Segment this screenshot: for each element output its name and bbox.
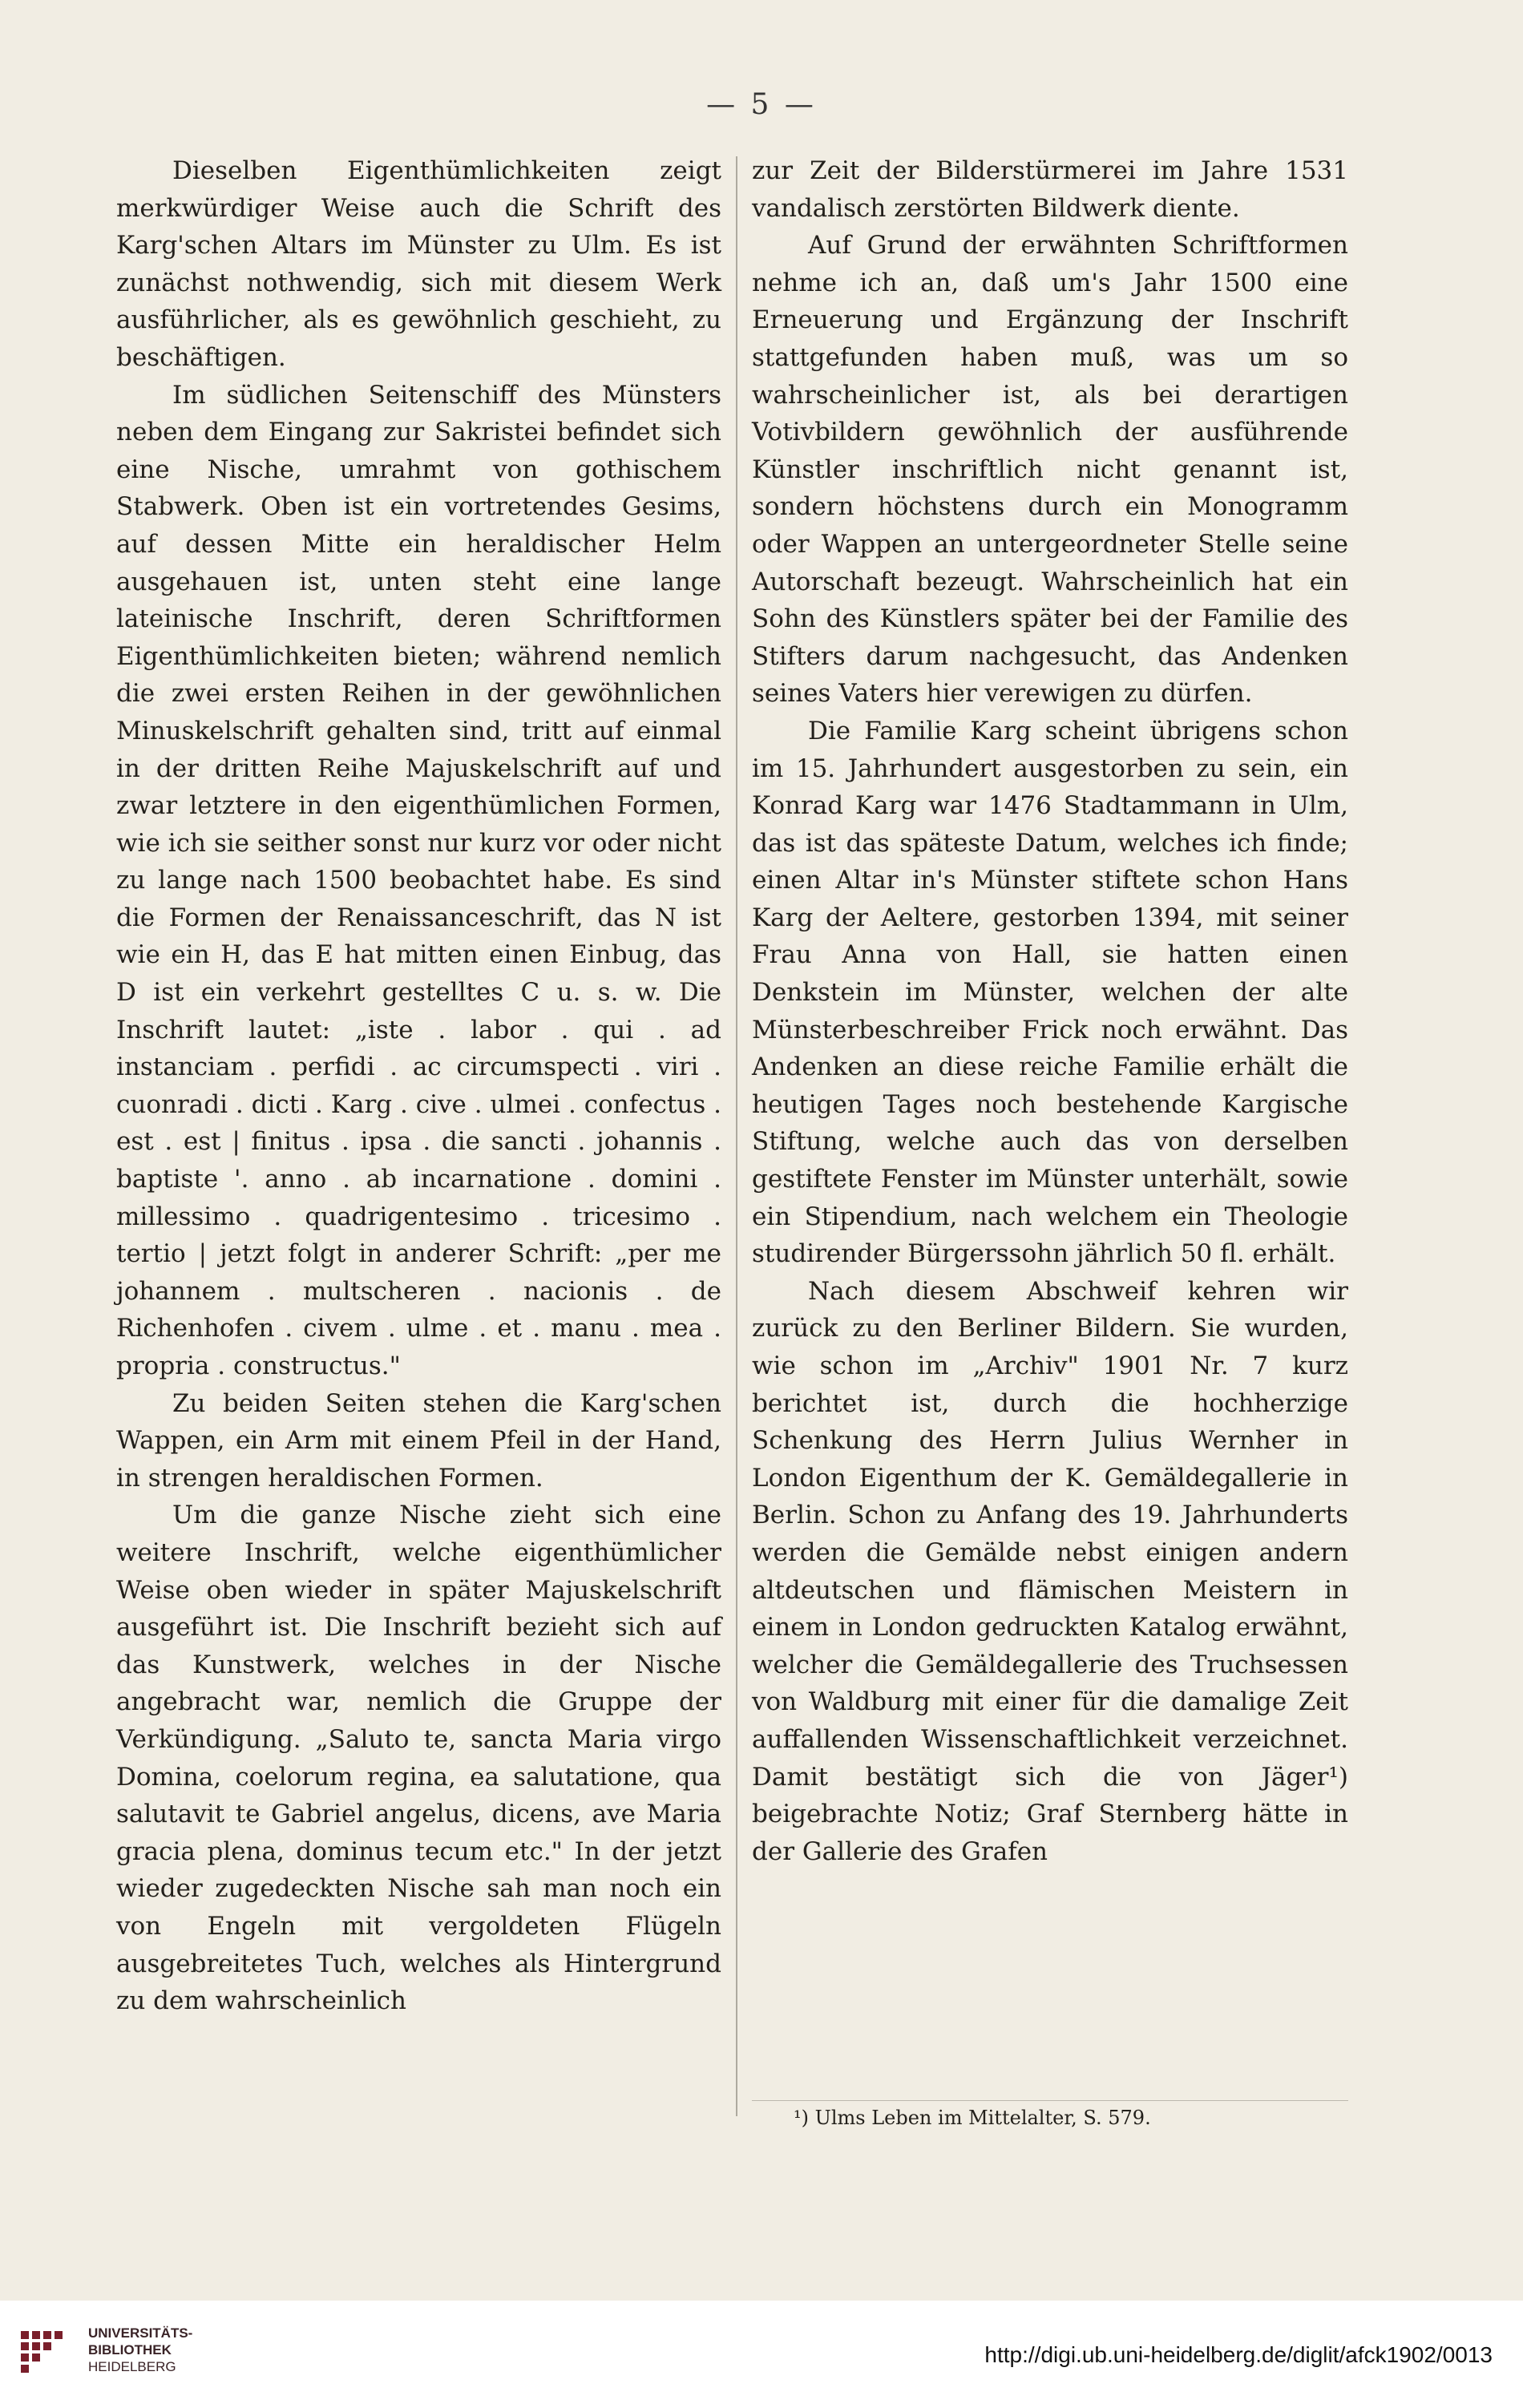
source-url-link[interactable]: http://digi.ub.uni-heidelberg.de/diglit/afck1902/0013: [984, 2342, 1493, 2367]
left-text-column: [116, 152, 721, 2020]
paragraph: Zu beiden Seiten stehen die Karg'schen Wappen, ein Arm mit einem Pfeil in der Hand, in strengen heraldischen Formen.: [116, 1388, 721, 1493]
paragraph: Die Familie Karg scheint übrigens schon im 15. Jahrhundert ausgestorben zu sein, ein Konrad Karg war 1476 Stadtammann in Ulm, das ist das späteste Datum, welches ich finde; einen Altar in's Münster stiftete schon Hans Karg der Aeltere, gestorben 1394, mit seiner Frau Anna von Hall, sie hatten einen Denkstein im Münster, welchen der alte Münsterbeschreiber Frick noch erwähnt. Das Andenken an diese reiche Familie erhält die heutigen Tages noch bestehende Kargische Stiftung, welche auch das von derselben gestiftete Fenster im Münster unterhält, sowie ein Stipendium, nach welchem ein Theologie studirender Bürgerssohn jährlich 50 fl. erhält.: [752, 716, 1348, 1269]
paragraph: zur Zeit der Bilderstürmerei im Jahre 1531 vandalisch zerstörten Bildwerk diente.: [752, 156, 1348, 223]
column-divider: [736, 156, 737, 2116]
paragraph: Im südlichen Seitenschiff des Münsters neben dem Eingang zur Sakristei befindet sich eine Nische, umrahmt von gothischem Stabwerk. Oben ist ein vortretendes Gesims, auf dessen Mitte ein heraldischer Helm ausgehauen ist, unten steht eine lange lateinische Inschrift, deren Schriftformen Eigenthümlichkeiten bieten; während nemlich die zwei ersten Reihen in der gewöhnlichen Minuskelschrift gehalten sind, tritt auf einmal in der dritten Reihe Majuskelschrift auf und zwar letztere in den eigenthümlichen Formen, wie ich sie seither sonst nur kurz vor oder nicht zu lange nach 1500 beobachtet habe. Es sind die Formen der Renaissanceschrift, das N ist wie ein H, das E hat mitten einen Einbug, das D ist ein verkehrt gestelltes C u. s. w. Die Inschrift lautet: „iste . labor . qui . ad instanciam . perfidi . ac circumspecti . viri . cuonradi . dicti . Karg . cive . ulmei . confectus . est . est | finitus . ipsa . die sancti . johannis . baptiste '. anno . ab incarnatione . domini . millessimo . quadrigentesimo . tricesimo . tertio | jetzt folgt in anderer Schrift: „per me johannem . multscheren . nacionis . de Richenhofen . civem . ulme . et . manu . mea . propria . constructus.": [116, 380, 721, 1380]
page-number: — 5 —: [706, 88, 817, 121]
library-logo-text: UNIVERSITÄTS- BIBLIOTHEK HEIDELBERG: [88, 2325, 193, 2374]
library-logo-icon: [18, 2326, 74, 2382]
paragraph: Um die ganze Nische zieht sich eine weitere Inschrift, welche eigenthümlicher Weise oben wieder in später Majuskelschrift ausgeführt ist. Die Inschrift bezieht sich auf das Kunstwerk, welches in der Nische angebracht war, nemlich die Gruppe der Verkündigung. „Saluto te, sancta Maria virgo Domina, coelorum regina, ea salutatione, qua salutavit te Gabriel angelus, dicens, ave Maria gracia plena, dominus tecum etc." In der jetzt wieder zugedeckten Nische sah man noch ein von Engeln mit vergoldeten Flügeln ausgebreitetes Tuch, welches als Hintergrund zu dem wahrscheinlich: [116, 1501, 721, 2016]
footnote-rule: [752, 2100, 1348, 2101]
paragraph: Auf Grund der erwähnten Schriftformen nehme ich an, daß um's Jahr 1500 eine Erneuerung und Ergänzung der Inschrift stattgefunden haben muß, was um so wahrscheinlicher ist, als bei derartigen Votivbildern gewöhnlich der ausführende Künstler inschriftlich nicht genannt ist, sondern höchstens durch ein Monogramm oder Wappen an untergeordneter Stelle seine Autorschaft bezeugt. Wahrscheinlich hat ein Sohn des Künstlers später bei der Familie des Stifters darum nachgesucht, das Andenken seines Vaters hier verewigen zu dürfen.: [752, 231, 1348, 709]
footnote: ¹) Ulms Leben im Mittelalter, S. 579.: [794, 2107, 1151, 2129]
footer-bar: [0, 2301, 1523, 2408]
paragraph: Dieselben Eigenthümlichkeiten zeigt merkwürdiger Weise auch die Schrift des Karg'schen Altars im Münster zu Ulm. Es ist zunächst nothwendig, sich mit diesem Werk ausführlicher, als es gewöhnlich geschieht, zu beschäftigen.: [116, 156, 721, 372]
right-text-column: [752, 152, 1348, 1870]
paragraph: Nach diesem Abschweif kehren wir zurück zu den Berliner Bildern. Sie wurden, wie schon im „Archiv" 1901 Nr. 7 kurz berichtet ist, durch die hochherzige Schenkung des Herrn Julius Wernher in London Eigenthum der K. Gemäldegallerie in Berlin. Schon zu Anfang des 19. Jahrhunderts werden die Gemälde nebst einigen andern altdeutschen und flämischen Meistern in einem in London gedruckten Katalog erwähnt, welcher die Gemäldegallerie des Truchsessen von Waldburg mit einer für die damalige Zeit auffallenden Wissenschaftlichkeit verzeichnet. Damit bestätigt sich die von Jäger¹) beigebrachte Notiz; Graf Sternberg hätte in der Gallerie des Grafen: [752, 1276, 1348, 1866]
